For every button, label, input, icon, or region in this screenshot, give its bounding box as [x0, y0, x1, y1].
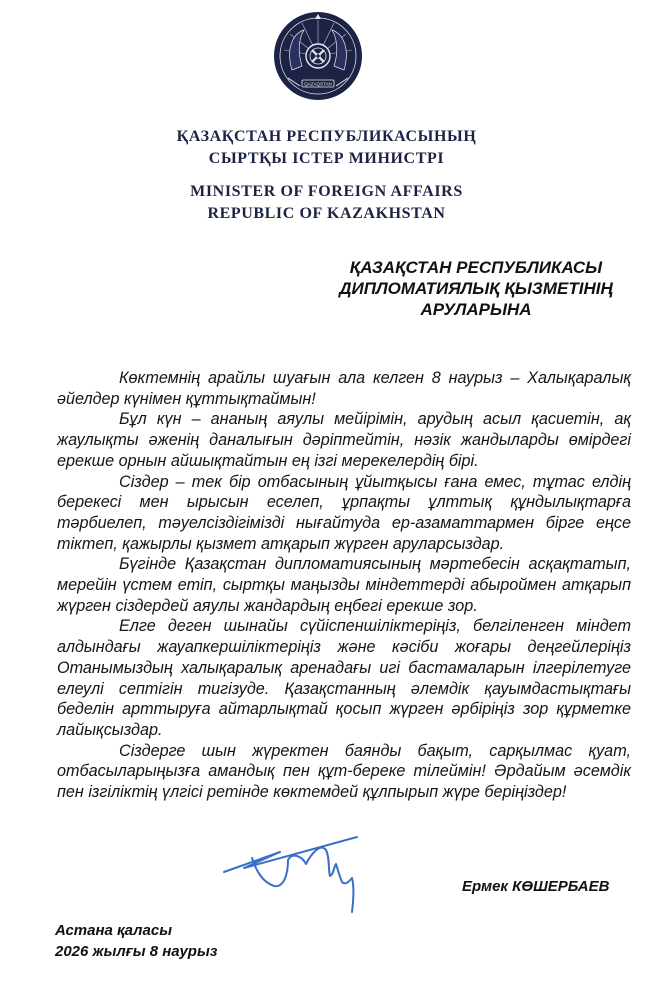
- letter-body: [57, 368, 631, 803]
- addressee-block: [318, 257, 634, 320]
- kazakhstan-state-emblem-icon: [272, 10, 364, 102]
- state-emblem: [272, 10, 364, 102]
- letterhead-en-line-2: REPUBLIC OF KAZAKHSTAN: [207, 205, 446, 222]
- svg-text:QAZAQSTAN: QAZAQSTAN: [304, 81, 332, 87]
- addressee-line-1: ҚАЗАҚСТАН РЕСПУБЛИКАСЫ: [349, 258, 603, 277]
- addressee-line-2: ДИПЛОМАТИЯЛЫҚ ҚЫЗМЕТІНІҢ: [339, 279, 613, 298]
- signature: [222, 834, 402, 914]
- date: 2026 жылғы 8 наурыз: [55, 943, 218, 960]
- place: Астана қаласы: [55, 922, 173, 939]
- body-paragraph-3: Сіздер – тек бір отбасының ұйытқысы ғана емес, тұтас елдің берекесі мен ырысын еселеп, ұрпақты ұлттық құндылықтарға тәрбиелеп, тәуелсіздігімізді нығайтуда ер-азаматтармен бірге еңсе тіктеп, қажырлы қызмет атқарып жүрген аруларсыздар.: [57, 472, 631, 553]
- body-paragraph-6: Сіздерге шын жүректен баянды бақыт, сарқылмас қуат, отбасыларыңызға амандық пен құт-береке тілеймін! Әрдайым әсемдік пен ізгіліктің үлгісі ретінде көктемдей құлпырып жүре беріңіздер!: [57, 741, 631, 802]
- body-paragraph-4: Бүгінде Қазақстан дипломатиясының мәртебесін асқақтатып, мерейін үстем етіп, сыртқы маңызды міндеттерді абыроймен атқарып жүрген сіздердей аяулы жандардың еңбегі ерекше зор.: [57, 555, 631, 615]
- letterhead-english: [0, 181, 653, 225]
- signer-name: Ермек КӨШЕРБАЕВ: [462, 878, 610, 895]
- letterhead-kz-line-2: СЫРТҚЫ ІСТЕР МИНИСТРІ: [208, 150, 445, 167]
- addressee-line-3: АРУЛАРЫНА: [420, 300, 532, 319]
- letterhead-kz-line-1: ҚАЗАҚСТАН РЕСПУБЛИКАСЫНЫҢ: [176, 128, 477, 145]
- body-paragraph-2: Бұл күн – ананың аяулы мейірімін, арудың асыл қасиетін, ақ жаулықты әженің даналығын дәріптейтін, нәзік жандыларды өмірдегі ерекше орнын айшықтайтын ең ізгі мерекелердің бірі.: [57, 410, 631, 470]
- body-paragraph-5: Елге деген шынайы сүйіспеншіліктеріңіз, белгіленген міндет алдындағы жауапкершіліктеріңіз және кәсіби жоғары деңгейлеріңіз Отанымыздың халықаралық аренадағы игі бастамаларын ілгерілетуге елеулі септігін тигізуде. Қазақстанның әлемдік қауымдастықтағы беделін арттыруға айтарлықтай қосып жүрген әрбіріңіз зор құрметке лайықсыздар.: [57, 617, 631, 739]
- body-paragraph-1: Көктемнің арайлы шуағын ала келген 8 наурыз – Халықаралық әйелдер күнімен құттықтаймын!: [57, 369, 631, 408]
- letterhead-en-line-1: MINISTER OF FOREIGN AFFAIRS: [190, 183, 463, 200]
- letterhead-kazakh: [0, 126, 653, 170]
- place-and-date: [55, 920, 217, 962]
- handwritten-signature-icon: [222, 834, 402, 914]
